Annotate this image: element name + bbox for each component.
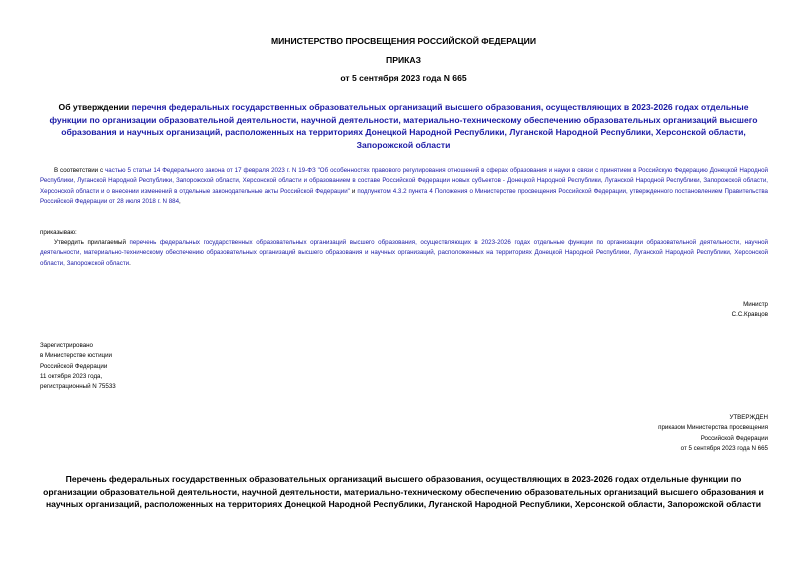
approval-line-2: приказом Министерства просвещения <box>658 424 768 432</box>
signature-block <box>568 300 768 321</box>
registration-line-5: регистрационный N 75533 <box>40 383 116 391</box>
list-title: Перечень федеральных государственных образовательных организаций высшего образования, осуществляющих в 2023-2026 годах отдельные функции по организации образовательной деятельности, научной деятельности, материально-техническому обеспечению образовательных организаций высшего образования и научных организаций, расположенных на территориях Донецкой Народной Республики, Луганской Народной Республики, Херсонской области, Запорожской области <box>43 474 764 509</box>
preamble-text-1: В соответствии с <box>54 167 106 174</box>
regulation-link[interactable]: подпунктом 4.3.2 пункта 4 Положения о Министерстве просвещения Российской Федерации, утвержденного постановлением Правительства Российской Федерации от 28 июля 2018 г. N 884 <box>40 187 768 206</box>
order-text-2: . <box>129 259 131 267</box>
federal-law-link[interactable]: частью 5 статьи 14 Федерального закона от 17 февраля 2023 г. N 19-ФЗ "Об особенностях правового регулирования отношений в сферах образования и науки в связи с принятием в Российскую Федерацию Донецкой Народной Республики, Луганской Народной Республики, Запорожской области, Херсонской области и образованием в составе Российской Федерации новых субъектов - Донецкой Народной Республики, Луганской Народной Республики, Запорожской области, Херсонской области и о внесении изменений в отдельные законодательные акты Российской Федерации" <box>40 167 768 195</box>
doc-date-number: от 5 сентября 2023 года N 665 <box>340 73 467 83</box>
signature-position: Министр <box>743 301 768 308</box>
approval-block <box>518 413 768 454</box>
preamble-text-2: и <box>349 187 358 195</box>
registration-line-2: в Министерстве юстиции <box>40 352 113 360</box>
registration-line-3: Российской Федерации <box>40 362 108 370</box>
approval-line-3: Российской Федерации <box>700 434 768 442</box>
order-title <box>40 101 767 151</box>
order-paragraph <box>40 238 768 269</box>
approval-line-1: УТВЕРЖДЕН <box>729 414 768 421</box>
approval-line-4: от 5 сентября 2023 года N 665 <box>680 444 768 452</box>
preamble-paragraph <box>40 166 768 208</box>
registration-block <box>40 341 240 392</box>
doc-type-heading: ПРИКАЗ <box>386 55 421 65</box>
signature-name: С.С.Кравцов <box>731 311 768 319</box>
approved-list-link[interactable]: перечень федеральных государственных образовательных организаций высшего образования, осуществляющих в 2023-2026 годах отдельные функции по организации образовательной деятельности, научной деятельности, материально-техническому обеспечению образовательных организаций высшего образования и научных организаций, расположенных на территориях Донецкой Народной Республики, Луганской Народной Республики, Херсонской области, Запорожской области <box>40 239 769 267</box>
order-word: приказываю: <box>40 229 77 236</box>
preamble-text-3: , <box>179 198 181 206</box>
order-title-link[interactable]: перечня федеральных государственных образовательных организаций высшего образования, осуществляющих в 2023-2026 годах отдельные функции по организации образовательной деятельности, научной деятельности, материально-техническому обеспечению образовательных организаций высшего образования и научных организаций, расположенных на территориях Донецкой Народной Республики, Луганской Народной Республики, Херсонской области, Запорожской области <box>49 102 758 150</box>
order-title-prefix: Об утверждении <box>58 102 132 112</box>
registration-line-1: Зарегистрировано <box>40 342 93 349</box>
registration-line-4: 11 октября 2023 года, <box>40 372 103 380</box>
ministry-heading: МИНИСТЕРСТВО ПРОСВЕЩЕНИЯ РОССИЙСКОЙ ФЕДЕРАЦИИ <box>270 36 537 46</box>
order-text-1: Утвердить прилагаемый <box>54 239 130 246</box>
